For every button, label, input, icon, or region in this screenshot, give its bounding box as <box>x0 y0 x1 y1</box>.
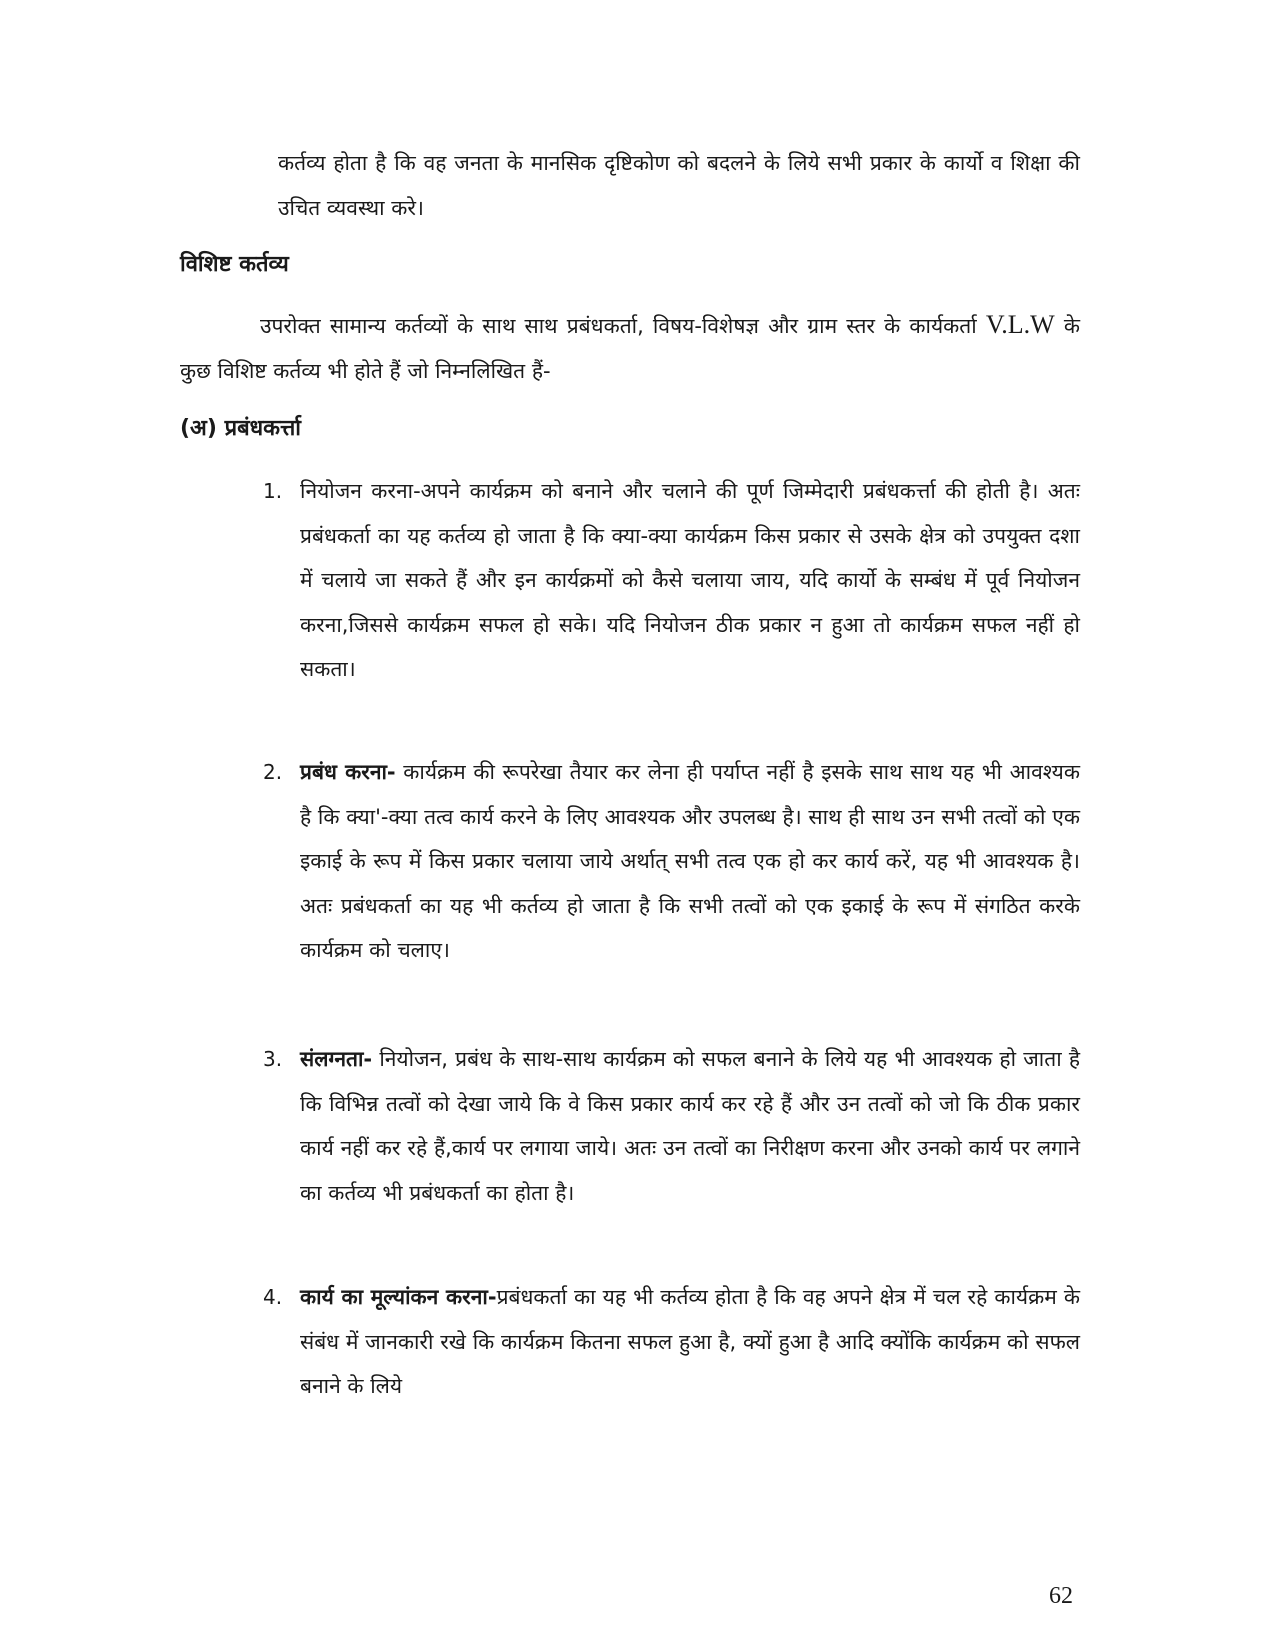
section-heading: विशिष्ट कर्तव्य <box>180 252 289 277</box>
list-item-bold-term: कार्य का मूल्यांकन करना- <box>300 1285 497 1309</box>
list-item-text: नियोजन करना-अपने कार्यक्रम को बनाने और चलाने की पूर्ण जिम्मेदारी प्रबंधकर्त्ता की होती है। अतः प्रबंधकर्ता का यह कर्तव्य हो जाता है कि क्या-क्या कार्यक्रम किस प्रकार से उसके क्षेत्र को उपयुक्त दशा में चलाये जा सकते हैं और इन कार्यक्रमों को कैसे चलाया जाय, यदि कार्यो के सम्बंध में पूर्व नियोजन करना,जिससे कार्यक्रम सफल हो सके। यदि नियोजन ठीक प्रकार न हुआ तो कार्यक्रम सफल नहीं हो सकता। <box>300 479 1080 681</box>
list-item-body <box>300 1037 1080 1215</box>
intro-latin-abbrev: V.L.W <box>985 310 1055 339</box>
list-item-number: 4. <box>263 1285 283 1309</box>
list-item-number: 2. <box>263 760 283 784</box>
page-number: 62 <box>1049 1583 1073 1609</box>
list-item-number: 1. <box>263 479 283 503</box>
intro-text-after: के कुछ विशिष्ट कर्तव्य भी होते हैं जो निम्नलिखित हैं- <box>180 314 1080 383</box>
continuation-paragraph: कर्तव्य होता है कि वह जनता के मानसिक दृष्टिकोण को बदलने के लिये सभी प्रकार के कार्यो व शिक्षा की उचित व्यवस्था करे। <box>278 151 1080 220</box>
intro-text-before: उपरोक्त सामान्य कर्तव्यों के साथ साथ प्रबंधकर्ता, विषय-विशेषज्ञ और ग्राम स्तर के कार्यकर्ता <box>260 314 986 338</box>
list-item-body <box>300 1275 1080 1409</box>
list-item-text: प्रबंधकर्ता का यह भी कर्तव्य होता है कि वह अपने क्षेत्र में चल रहे कार्यक्रम के संबंध में जानकारी रखे कि कार्यक्रम कितना सफल हुआ है, क्यों हुआ है आदि क्योंकि कार्यक्रम को सफल बनाने के लिये <box>300 1285 1080 1398</box>
intro-paragraph <box>180 303 1080 393</box>
list-item-number: 3. <box>263 1047 283 1071</box>
list-item-bold-term: प्रबंध करना- <box>300 760 396 784</box>
sub-heading: (अ) प्रबंधकर्त्ता <box>180 416 301 441</box>
list-item-text: नियोजन, प्रबंध के साथ-साथ कार्यक्रम को सफल बनाने के लिये यह भी आवश्यक हो जाता है कि विभिन्न तत्वों को देखा जाये कि वे किस प्रकार कार्य कर रहे हैं और उन तत्वों को जो कि ठीक प्रकार कार्य नहीं कर रहे हैं,कार्य पर लगाया जाये। अतः उन तत्वों का निरीक्षण करना और उनको कार्य पर लगाने का कर्तव्य भी प्रबंधकर्ता का होता है। <box>300 1047 1080 1205</box>
list-item-body <box>300 469 1080 692</box>
list-item-text: कार्यक्रम की रूपरेखा तैयार कर लेना ही पर्याप्त नहीं है इसके साथ साथ यह भी आवश्यक है कि क्या'-क्या तत्व कार्य करने के लिए आवश्यक और उपलब्ध है। साथ ही साथ उन सभी तत्वों को एक इकाई के रूप में किस प्रकार चलाया जाये अर्थात् सभी तत्व एक हो कर कार्य करें, यह भी आवश्यक है। अतः प्रबंधकर्ता का यह भी कर्तव्य हो जाता है कि सभी तत्वों को एक इकाई के रूप में संगठित करके कार्यक्रम को चलाए। <box>300 760 1080 962</box>
list-item-body <box>300 750 1080 973</box>
list-item-bold-term: संलग्नता- <box>300 1047 373 1071</box>
